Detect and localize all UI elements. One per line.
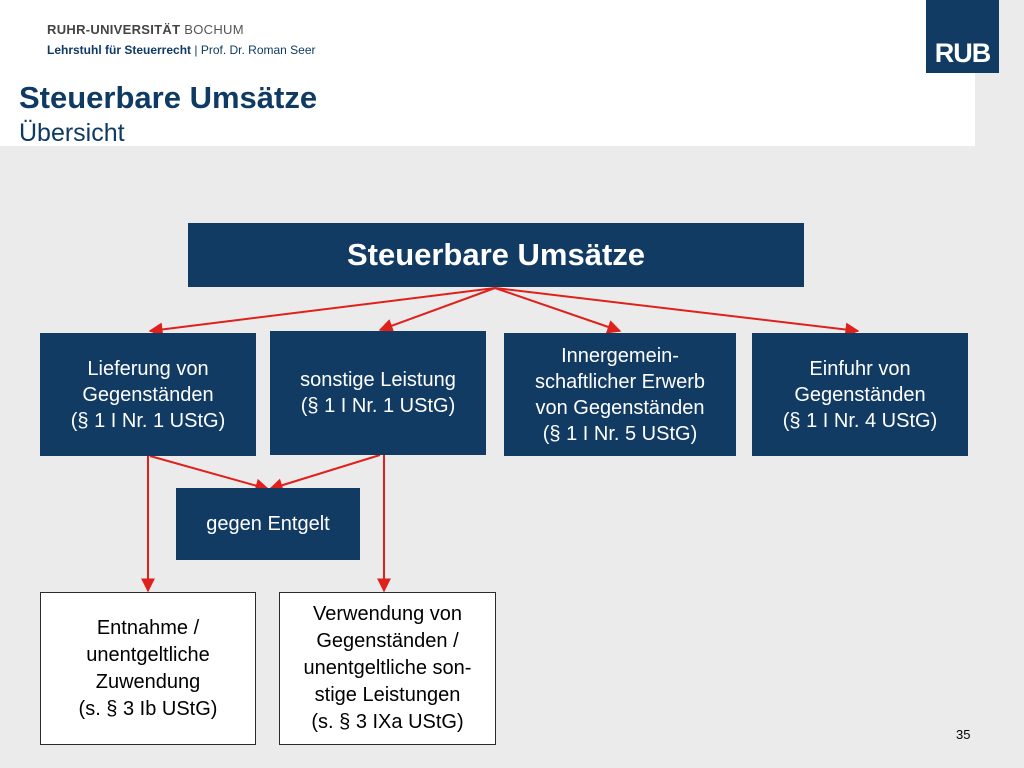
box-innergemeinschaftlicher-erwerb: Innergemein- schaftlicher Erwerb von Gegenständen (§ 1 I Nr. 5 UStG) — [504, 333, 736, 456]
box-lieferung: Lieferung von Gegenständen (§ 1 I Nr. 1 UStG) — [40, 333, 256, 456]
arrow-sonstige-to-entgelt — [270, 455, 380, 489]
box-entnahme: Entnahme / unentgeltliche Zuwendung (s. § 3 Ib UStG) — [40, 592, 256, 745]
university-name: RUHR-UNIVERSITÄT BOCHUM — [47, 22, 244, 37]
box-sonstige-leistung: sonstige Leistung (§ 1 I Nr. 1 UStG) — [270, 331, 486, 455]
slide-subtitle: Übersicht — [19, 119, 125, 147]
page-number: 35 — [956, 727, 971, 742]
chair-name: Lehrstuhl für Steuerrecht | Prof. Dr. Roman Seer — [47, 43, 316, 57]
rub-logo: RUB — [926, 0, 999, 73]
arrow-root-to-einfuhr — [495, 288, 858, 331]
arrow-root-to-lieferung — [150, 288, 495, 331]
box-einfuhr: Einfuhr von Gegenständen (§ 1 I Nr. 4 UStG) — [752, 333, 968, 456]
box-gegen-entgelt: gegen Entgelt — [176, 488, 360, 560]
slide-title: Steuerbare Umsätze — [19, 80, 318, 115]
arrow-lieferung-to-entgelt — [150, 456, 268, 489]
root-box-steuerbare-umsaetze: Steuerbare Umsätze — [188, 223, 804, 287]
box-verwendung: Verwendung von Gegenständen / unentgeltliche son- stige Leistungen (s. § 3 IXa UStG) — [279, 592, 496, 745]
